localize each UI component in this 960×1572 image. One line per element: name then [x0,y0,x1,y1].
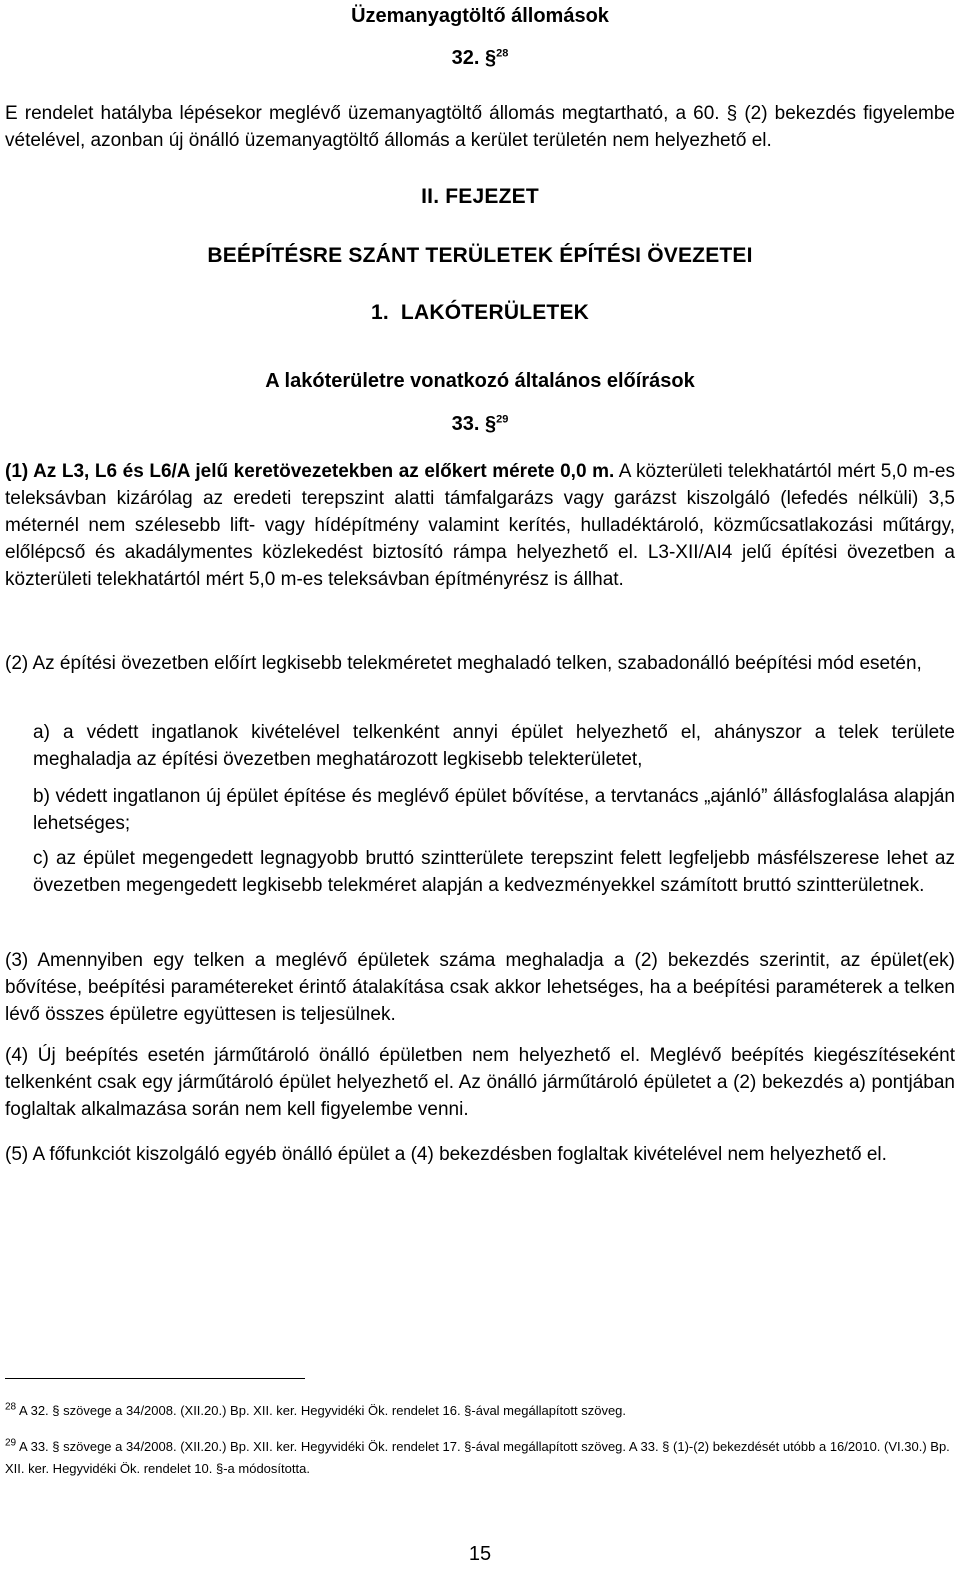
footnote-ref-29[interactable]: 29 [496,413,509,426]
footnote-29-text: A 33. § szövege a 34/2008. (XII.20.) Bp. XII. ker. Hegyvidéki Ök. rendelet 17. §-ával megállapított szöveg. A 33. § (1)-(2) bekezdését utóbb a 16/2010. (VI.30.) Bp. XII. ker. Hegyvidéki Ök. rendelet 10. §-a módosította. [5,1439,950,1476]
paragraph-33-2b: b) védett ingatlanon új épület építése és meglévő épület bővítése, a tervtanács „ajánló” állásfoglalása alapján lehetséges; [33,786,955,834]
footnote-29 [5,1436,955,1480]
chapter-title: BEÉPÍTÉSRE SZÁNT TERÜLETEK ÉPÍTÉSI ÖVEZETEI [207,244,753,267]
paragraph-33-5: (5) A főfunkciót kiszolgáló egyéb önálló épület a (4) bekezdésben foglaltak kivételével nem helyezhető el. [5,1144,887,1165]
paragraph-33-2a: a) a védett ingatlanok kivételével telkenként annyi épület helyezhető el, ahányszor a telek területe meghaladja az építési övezetben meghatározott legkisebb telekterületet, [33,722,955,770]
paragraph-33-1-rest: A közterületi telekhatártól mért 5,0 m-es teleksávban kizárólag az eredeti terepszint alatti támfalgarázs vagy garázst kiszolgáló (lefedés nélküli) 3,5 méternél nem szélesebb lift- vagy hídépítmény valamint kerítés, hulladéktároló, közműcsatlakozási műtárgy, előlépcső és akadálymentes közlekedést biztosító rámpa helyezhető el. L3-XII/AI4 jelű építési övezetben a közterületi telekhatártól mért 5,0 m-es teleksávban építményrész is állhat. [5,461,955,590]
footnote-separator [5,1378,305,1379]
footnote-ref-28[interactable]: 28 [496,47,509,60]
paragraph-33-2: (2) Az építési övezetben előírt legkisebb telekméretet meghaladó telken, szabadonálló beépítési mód esetén, [5,653,922,674]
section-number-32-label: 32. § [451,47,497,69]
paragraph-32: E rendelet hatályba lépésekor meglévő üzemanyagtöltő állomás megtartható, a 60. § (2) bekezdés figyelembe vételével, azonban új önálló üzemanyagtöltő állomás a kerület területén nem helyezhető el. [5,103,955,151]
section-number-33-label: 33. § [451,413,497,435]
part-subtitle: A lakóterületre vonatkozó általános előírások [265,370,695,392]
paragraph-33-2c: c) az épület megengedett legnagyobb bruttó szintterülete terepszint felett legfeljebb másfélszerese lehet az övezetben megengedett legkisebb telekméret alapján a kedvezményekkel számított bruttó szintterületnek. [33,848,955,896]
footnote-29-mark: 29 [5,1437,17,1449]
paragraph-33-1-bold: (1) Az L3, L6 és L6/A jelű keretövezetekben az előkert mérete 0,0 m. [5,461,615,482]
section-title: Üzemanyagtöltő állomások [351,5,609,27]
paragraph-33-4: (4) Új beépítés esetén járműtároló önálló épületben nem helyezhető el. Meglévő beépítés kiegészítéseként telkenként csak egy járműtároló épület helyezhető el. Az önálló járműtároló épületet a (2) bekezdés a) pontjában foglaltak alkalmazása során nem kell figyelembe venni. [5,1045,955,1120]
footnote-28 [5,1400,955,1422]
footnote-28-mark: 28 [5,1401,17,1413]
footnote-28-text: A 32. § szövege a 34/2008. (XII.20.) Bp. XII. ker. Hegyvidéki Ök. rendelet 16. §-ával megállapított szöveg. [16,1403,627,1418]
page-number: 15 [468,1543,492,1565]
part-heading: 1. LAKÓTERÜLETEK [370,301,590,324]
paragraph-33-1 [5,458,955,593]
paragraph-33-3: (3) Amennyiben egy telken a meglévő épületek száma meghaladja a (2) bekezdés szerintit, az épület(ek) bővítése, beépítési paramétereket érintő átalakítása csak akkor lehetséges, ha a beépítési paraméterek a telken lévő összes épületre együttesen is teljesülnek. [5,950,955,1025]
section-number-33 [5,410,955,438]
section-number-32 [5,44,955,72]
chapter-heading: II. FEJEZET [421,185,539,208]
